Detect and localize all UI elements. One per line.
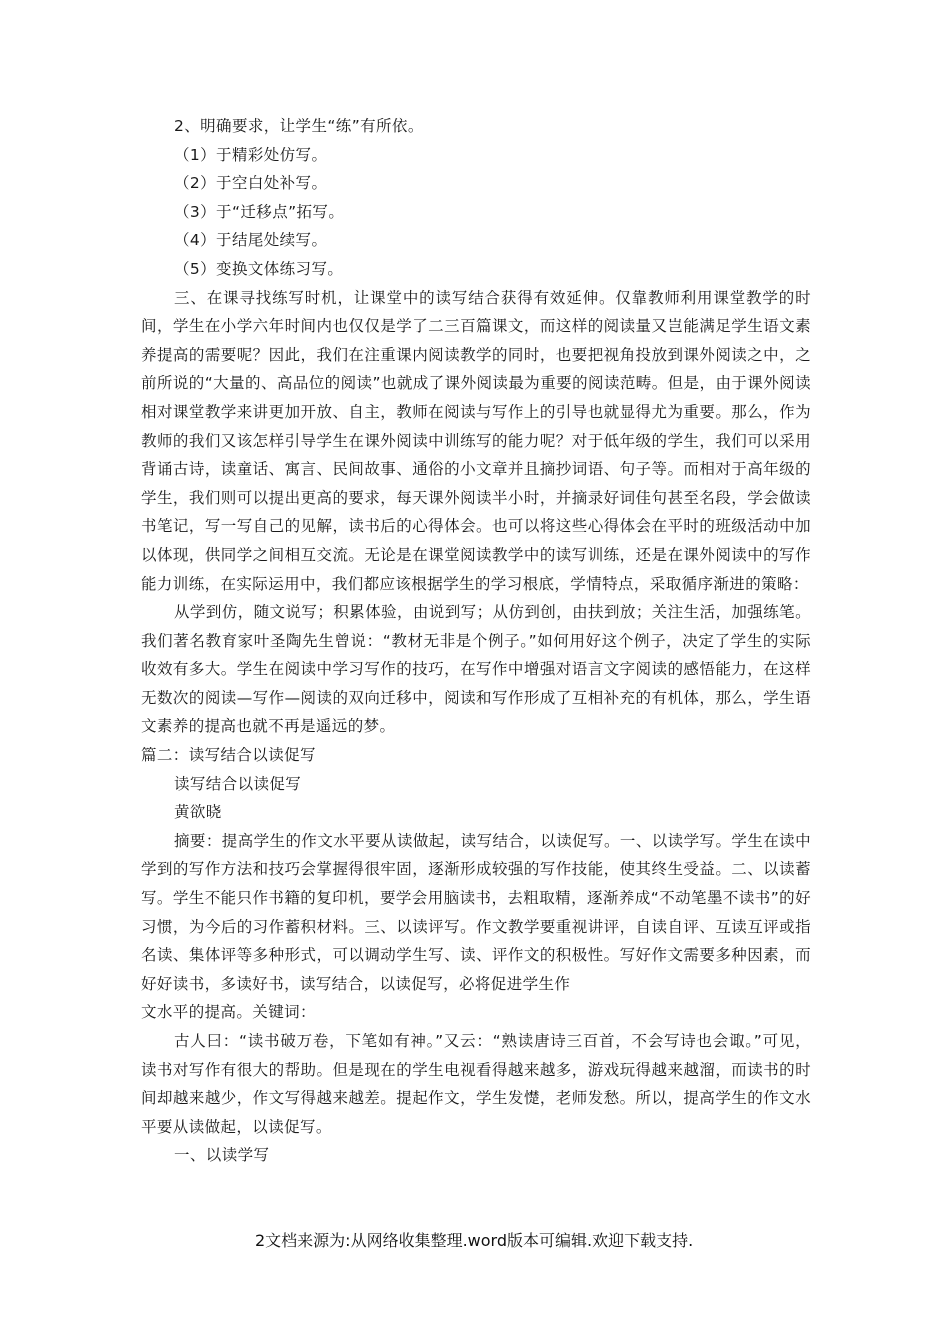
sub-item-1: （1）于精彩处仿写。: [174, 145, 328, 164]
sub-item-3: （3）于“迁移点”拓写。: [174, 202, 345, 221]
sub-item-2: （2）于空白处补写。: [174, 174, 328, 193]
point-heading-1: 一、以读学写: [174, 1146, 270, 1165]
sub-item-5: （5）变换文体练习写。: [174, 259, 344, 278]
abstract-paragraph: 摘要：提高学生的作文水平要从读做起，读写结合，以读促写。一、以读学写。学生在读中学到的写作方法和技巧会掌握得很牢固，逐渐形成较强的写作技能，使其终生受益。二、以读蓄写。学生不能只作书籍的复印机，要学会用脑读书，去粗取精，逐渐养成“不动笔墨不读书”的好习惯，为今后的习作蓄积材料。三、以读评写。作文教学要重视讲评，自读自评、互读互评或指名读、集体评等多种形式，可以调动学生写、读、评作文的积极性。写好作文需要多种因素，而好好读书，多读好书，读写结合，以读促写，必将促进学生作: [141, 831, 811, 993]
abstract-paragraph-end: 文水平的提高。关键词：: [141, 1003, 316, 1022]
paragraph-section-3: 三、在课寻找练写时机，让课堂中的读写结合获得有效延伸。仅靠教师利用课堂教学的时间，学生在小学六年时间内也仅仅是学了二三百篇课文，而这样的阅读量又岂能满足学生语文素养提高的需要呢？因此，我们在注重课内阅读教学的同时，也要把视角投放到课外阅读之中，之前所说的“大量的、高品位的阅读”也就成了课外阅读最为重要的阅读范畴。但是，由于课外阅读相对课堂教学来讲更加开放、自主，教师在阅读与写作上的引导也就显得尤为重要。那么，作为教师的我们又该怎样引导学生在课外阅读中训练写的能力呢？对于低年级的学生，我们可以采用背诵古诗，读童话、寓言、民间故事、通俗的小文章并且摘抄词语、句子等。而相对于高年级的学生，我们则可以提出更高的要求，每天课外阅读半小时，并摘录好词佳句甚至名段，学会做读书笔记，写一写自己的见解，读书后的心得体会。也可以将这些心得体会在平时的班级活动中加以体现，供同学之间相互交流。无论是在课堂阅读教学中的读写训练，还是在课外阅读中的写作能力训练，在实际运用中，我们都应该根据学生的学习根底，学情特点，采取循序渐进的策略：: [141, 288, 811, 593]
page-footer-note: 2文档来源为:从网络收集整理.word版本可编辑.欢迎下载支持.: [255, 1231, 694, 1250]
article-author: 黄欲晓: [174, 803, 222, 822]
article-title: 读写结合以读促写: [174, 774, 302, 793]
sub-item-4: （4）于结尾处续写。: [174, 231, 328, 250]
document-body: [141, 112, 811, 1170]
section-heading: 篇二：读写结合以读促写: [141, 746, 316, 765]
numbered-point-2: 2、明确要求，让学生“练”有所依。: [174, 117, 424, 135]
paragraph-strategy: 从学到仿，随文说写；积累体验，由说到写；从仿到创，由扶到放；关注生活，加强练笔。我们著名教育家叶圣陶先生曾说：“教材无非是个例子。”如何用好这个例子，决定了学生的实际收效有多大。学生在阅读中学习写作的技巧，在写作中增强对语言文字阅读的感悟能力，在这样无数次的阅读—写作—阅读的双向迁移中，阅读和写作形成了互相补充的有机体，那么，学生语文素养的提高也就不再是遥远的梦。: [141, 603, 811, 736]
quote-paragraph: 古人曰：“读书破万卷，下笔如有神。”又云：“熟读唐诗三百首，不会写诗也会诹。”可见，读书对写作有很大的帮助。但是现在的学生电视看得越来越多，游戏玩得越来越溜，而读书的时间却越来越少，作文写得越来越差。提起作文，学生发憷，老师发愁。所以，提高学生的作文水平要从读做起，以读促写。: [141, 1032, 811, 1136]
